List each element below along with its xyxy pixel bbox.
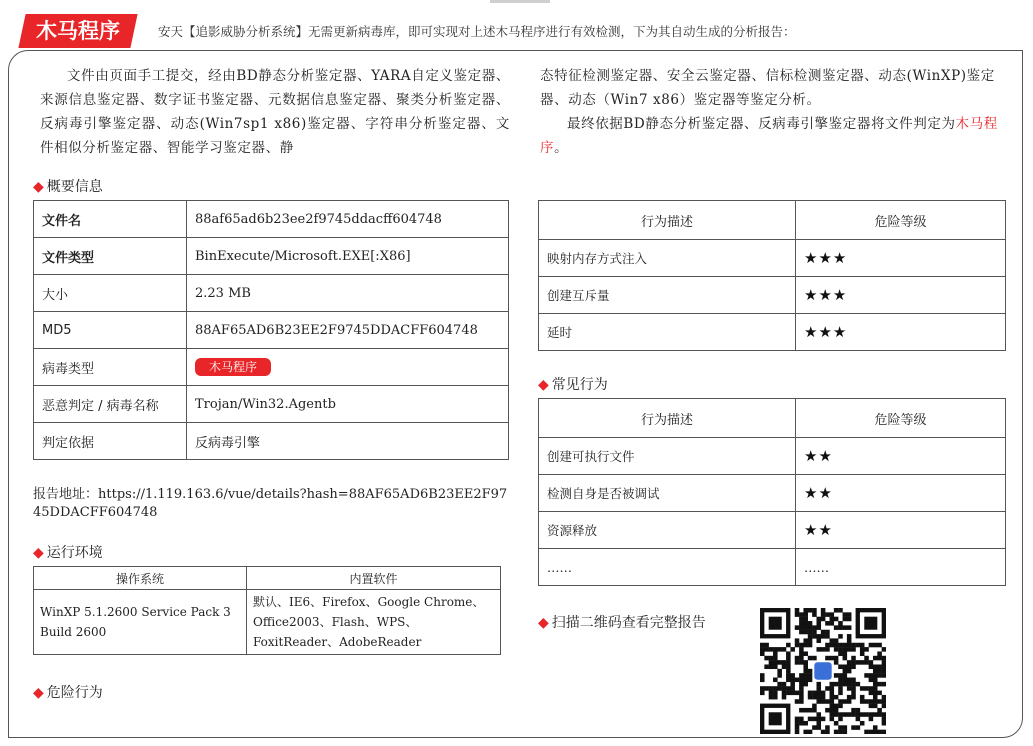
diamond-icon: ◆ (33, 179, 44, 195)
common-title: ◆ 常见行为 (538, 377, 608, 393)
row-value (187, 349, 509, 386)
table-row (539, 240, 1006, 277)
diamond-icon: ◆ (33, 545, 44, 561)
behavior-desc: 创建互斥量 (539, 277, 796, 314)
table-row (539, 277, 1006, 314)
table-row (34, 423, 509, 460)
os-cell: WinXP 5.1.2600 Service Pack 3 Build 2600 (34, 590, 247, 655)
row-label: 判定依据 (34, 423, 187, 460)
behavior-desc: …… (539, 549, 796, 586)
diamond-icon: ◆ (538, 377, 549, 393)
danger-level: ★★★ (796, 314, 1006, 351)
behavior-desc: 创建可执行文件 (539, 438, 796, 475)
row-label: 病毒类型 (34, 349, 187, 386)
table-row (539, 314, 1006, 351)
col-header: 行为描述 (539, 201, 796, 240)
row-label: 恶意判定 / 病毒名称 (34, 386, 187, 423)
overview-table (33, 200, 509, 460)
verdict-highlight: 木马程序 (540, 116, 998, 156)
summary-right (540, 64, 1012, 160)
table-row (539, 549, 1006, 586)
behavior-desc: 延时 (539, 314, 796, 351)
danger-title: ◆ 危险行为 (33, 685, 103, 701)
table-row (34, 386, 509, 423)
table-row (34, 312, 509, 349)
row-value: 2.23 MB (187, 275, 509, 312)
table-row (34, 349, 509, 386)
col-header: 内置软件 (247, 567, 501, 590)
intro-text: 安天【追影威胁分析系统】无需更新病毒库，即可实现对上述木马程序进行有效检测，下为其自动生成的分析报告： (158, 24, 796, 39)
summary-conclusion: 最终依据BD静态分析鉴定器、反病毒引擎鉴定器将文件判定为木马程序。 (540, 116, 998, 156)
table-row (34, 275, 509, 312)
table-row (539, 438, 1006, 475)
table-row (539, 512, 1006, 549)
danger-level: ★★ (796, 438, 1006, 475)
danger-behavior-table (538, 200, 1006, 351)
col-header: 危险等级 (796, 201, 1006, 240)
danger-level: ★★ (796, 512, 1006, 549)
table-header-row (539, 201, 1006, 240)
row-label: MD5 (34, 312, 187, 349)
danger-level: ★★★ (796, 240, 1006, 277)
env-table (33, 566, 501, 655)
row-value: 88af65ad6b23ee2f9745ddacff604748 (187, 201, 509, 238)
top-divider (490, 0, 550, 3)
summary-right-line1: 态特征检测鉴定器、安全云鉴定器、信标检测鉴定器、动态(WinXP)鉴定器、动态（Win7 x86）鉴定器等鉴定分析。 (540, 68, 995, 108)
qr-code-icon[interactable] (760, 608, 886, 734)
trojan-tag: 木马程序 (18, 14, 137, 48)
row-value: 88AF65AD6B23EE2F9745DDACFF604748 (187, 312, 509, 349)
virus-type-badge: 木马程序 (195, 358, 271, 376)
table-row (34, 238, 509, 275)
diamond-icon: ◆ (538, 615, 549, 631)
overview-title: ◆ 概要信息 (33, 179, 103, 195)
col-header: 操作系统 (34, 567, 247, 590)
diamond-icon: ◆ (33, 685, 44, 701)
table-header-row (34, 567, 501, 590)
row-label: 文件名 (34, 201, 187, 238)
danger-level: …… (796, 549, 1006, 586)
table-header-row (539, 399, 1006, 438)
row-value: 反病毒引擎 (187, 423, 509, 460)
common-behavior-table (538, 398, 1006, 586)
col-header: 行为描述 (539, 399, 796, 438)
behavior-desc: 检测自身是否被调试 (539, 475, 796, 512)
behavior-desc: 资源释放 (539, 512, 796, 549)
danger-level: ★★★ (796, 277, 1006, 314)
table-row (539, 475, 1006, 512)
behavior-desc: 映射内存方式注入 (539, 240, 796, 277)
row-value: Trojan/Win32.Agentb (187, 386, 509, 423)
software-cell: 默认、IE6、Firefox、Google Chrome、Office2003、Flash、WPS、FoxitReader、AdobeReader (247, 590, 501, 655)
table-row (34, 201, 509, 238)
danger-level: ★★ (796, 475, 1006, 512)
env-title: ◆ 运行环境 (33, 545, 103, 561)
report-url: 报告地址：https://1.119.163.6/vue/details?hash=88AF65AD6B23EE2F9745DDACFF604748 (33, 487, 508, 520)
row-label: 大小 (34, 275, 187, 312)
table-row (34, 590, 501, 655)
col-header: 危险等级 (796, 399, 1006, 438)
qr-code-graphic (760, 608, 886, 734)
summary-left: 文件由页面手工提交，经由BD静态分析鉴定器、YARA自定义鉴定器、来源信息鉴定器、数字证书鉴定器、元数据信息鉴定器、聚类分析鉴定器、反病毒引擎鉴定器、动态(Win7sp1 x86)鉴定器、字符串分析鉴定器、文件相似分析鉴定器、智能学习鉴定器、静 (40, 68, 510, 156)
row-label: 文件类型 (34, 238, 187, 275)
row-value: BinExecute/Microsoft.EXE[:X86] (187, 238, 509, 275)
qr-title: ◆ 扫描二维码查看完整报告 (538, 615, 706, 631)
